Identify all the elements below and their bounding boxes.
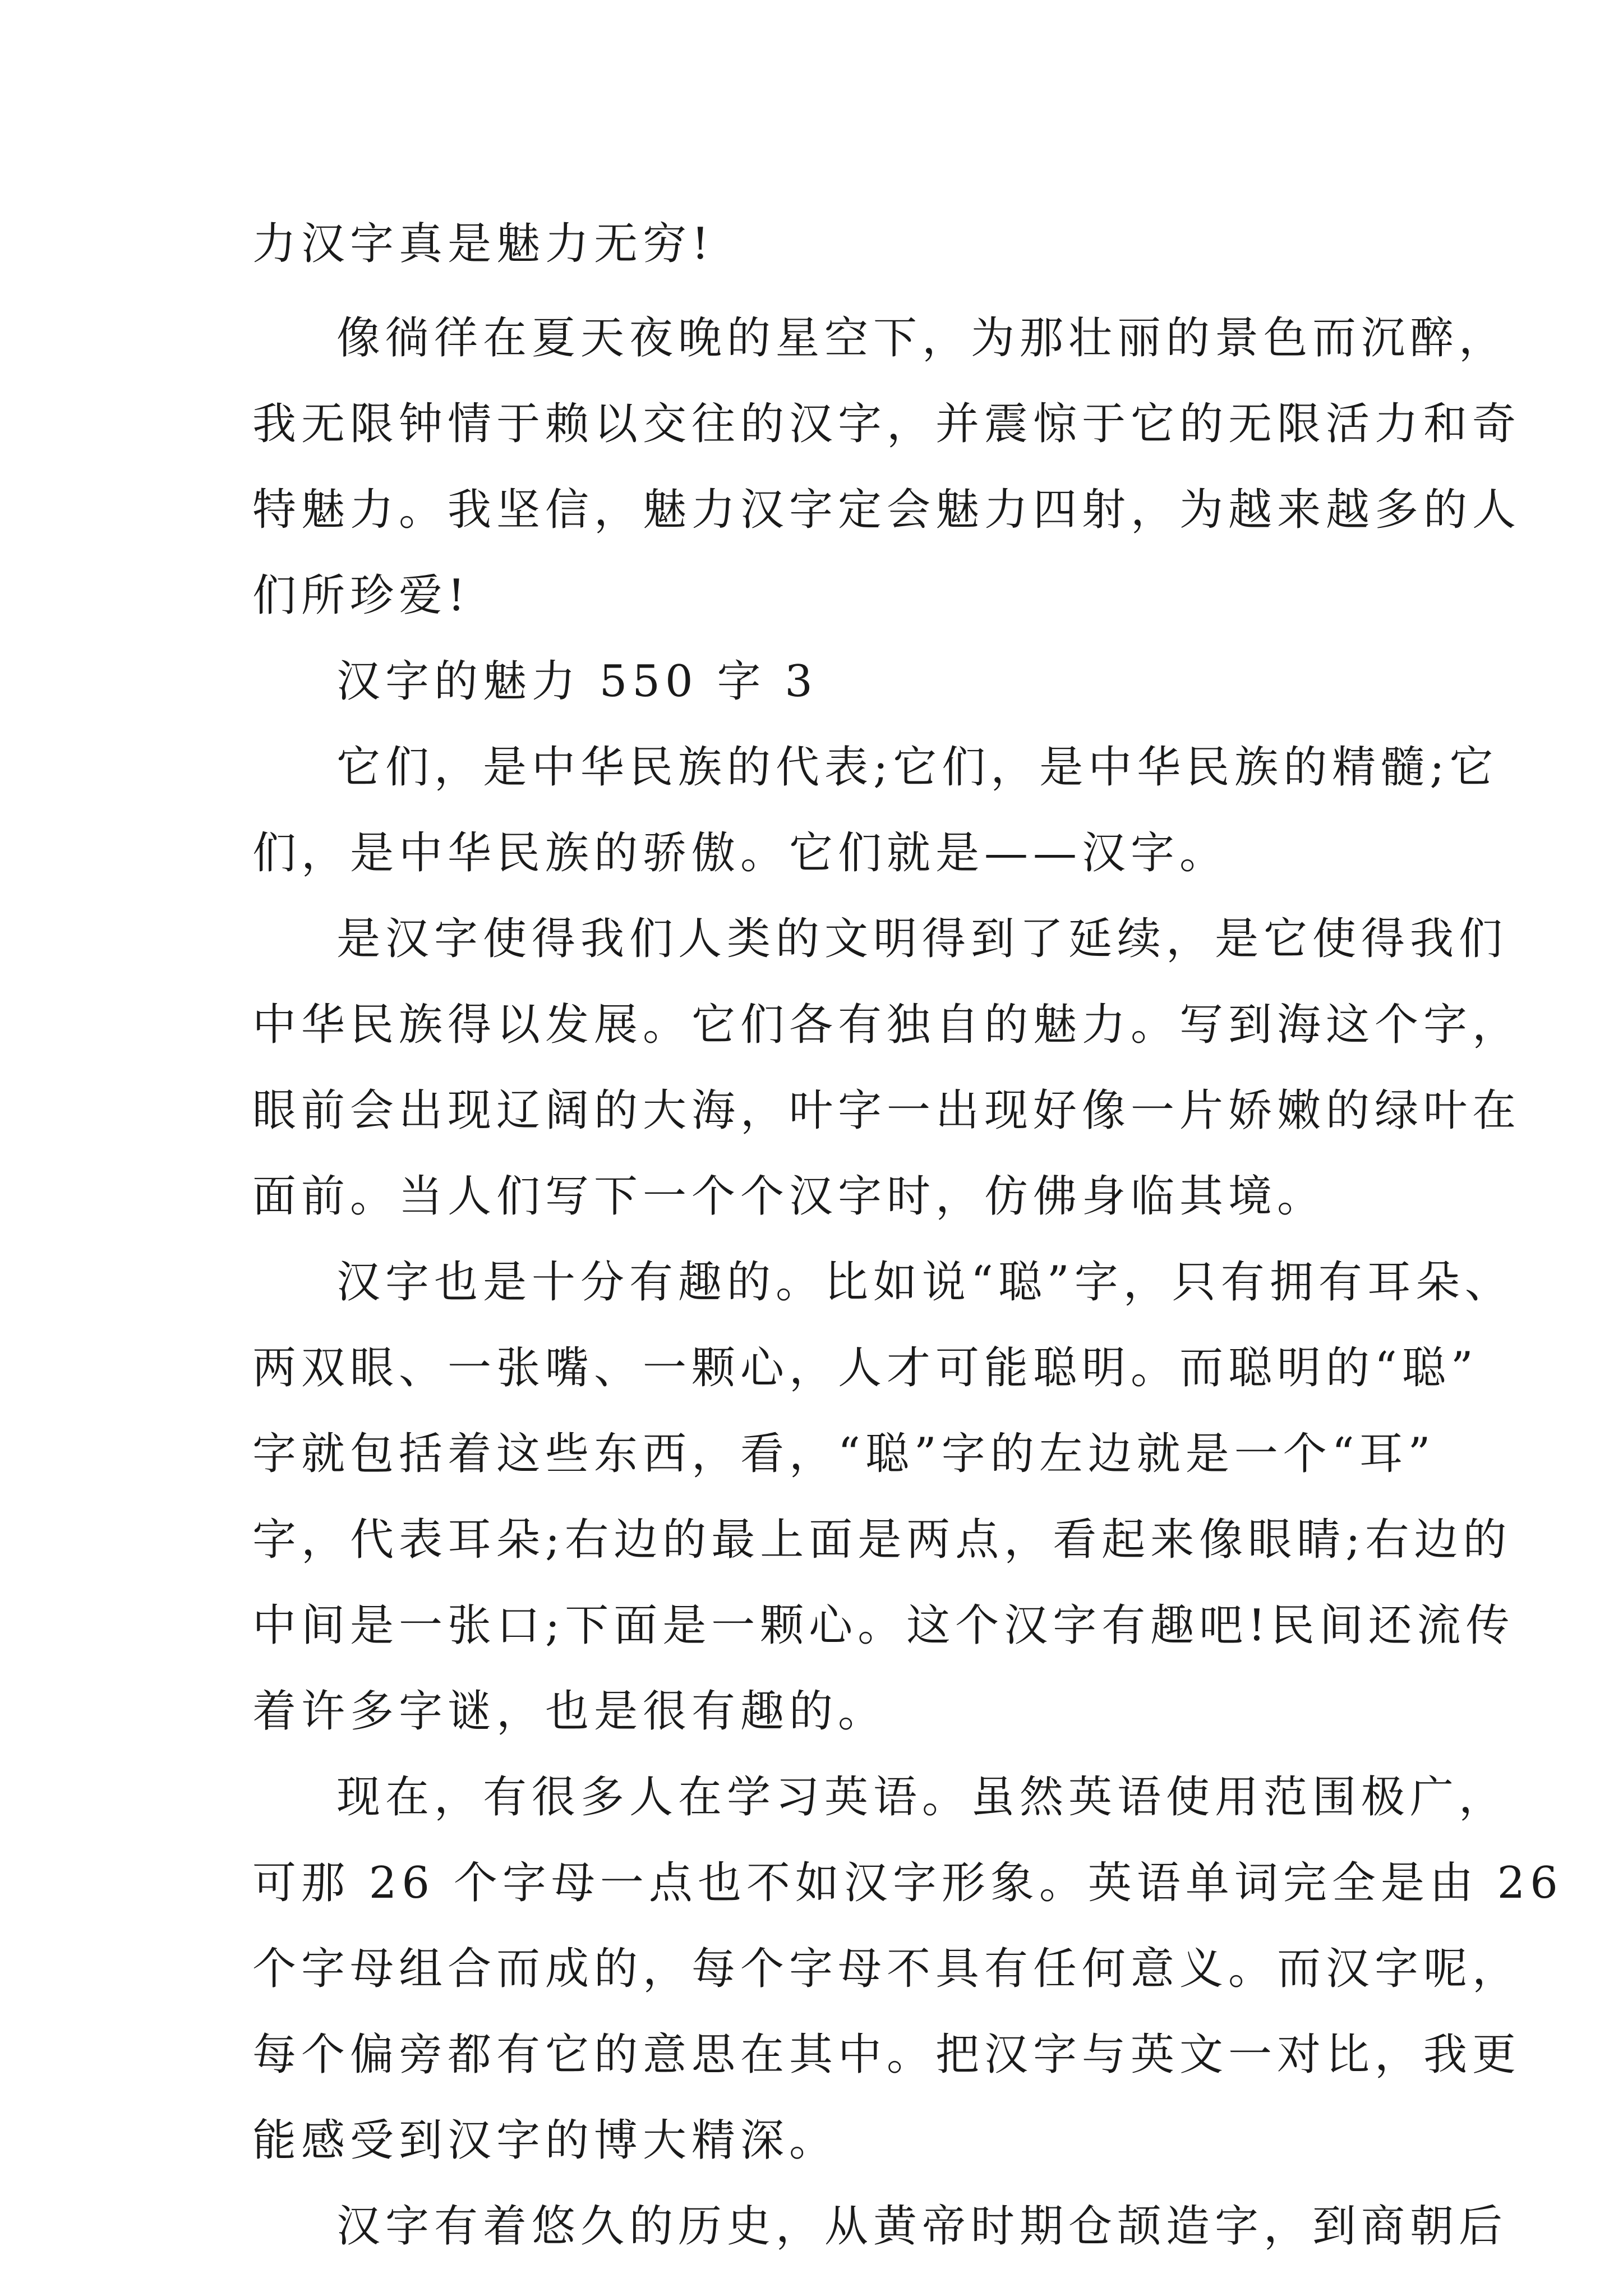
text-line: 力汉字真是魅力无穷! xyxy=(252,219,714,269)
text-line: 着许多字谜，也是很有趣的。 xyxy=(252,1686,887,1737)
text-line: 们，是中华民族的骄傲。它们就是——汉字。 xyxy=(252,828,1229,878)
text-line: 面前。当人们写下一个个汉字时，仿佛身临其境。 xyxy=(252,1171,1326,1222)
paragraph-start: 现在，有很多人在学习英语。虽然英语使用范围极广， xyxy=(336,1772,1508,1823)
paragraph-start: 是汉字使得我们人类的文明得到了延续，是它使得我们 xyxy=(336,914,1508,964)
text-line: 字就包括着这些东西，看，“聪”字的左边就是一个“耳” xyxy=(252,1429,1436,1479)
paragraph-start: 汉字有着悠久的历史，从黄帝时期仓颉造字，到商朝后 xyxy=(336,2201,1508,2252)
text-line: 两双眼、一张嘴、一颗心，人才可能聪明。而聪明的“聪” xyxy=(252,1343,1478,1393)
text-line: 我无限钟情于赖以交往的汉字，并震惊于它的无限活力和奇 xyxy=(252,399,1521,449)
paragraph-start: 它们，是中华民族的代表;它们，是中华民族的精髓;它 xyxy=(336,742,1498,793)
section-heading: 汉字的魅力 550 字 3 xyxy=(336,656,818,707)
text-line: 能感受到汉字的博大精深。 xyxy=(252,2115,838,2166)
text-line: 可那 26 个字母一点也不如汉字形象。英语单词完全是由 26 xyxy=(252,1858,1563,1908)
text-line: 个字母组合而成的，每个字母不具有任何意义。而汉字呢， xyxy=(252,1944,1521,1994)
text-line: 特魅力。我坚信，魅力汉字定会魅力四射，为越来越多的人 xyxy=(252,485,1521,535)
text-line: 中华民族得以发展。它们各有独自的魅力。写到海这个字， xyxy=(252,1000,1521,1050)
paragraph-start: 像徜徉在夏天夜晚的星空下，为那壮丽的景色而沉醉， xyxy=(336,313,1508,364)
text-line: 中间是一张口;下面是一颗心。这个汉字有趣吧!民间还流传 xyxy=(252,1600,1515,1651)
text-line: 眼前会出现辽阔的大海，叶字一出现好像一片娇嫩的绿叶在 xyxy=(252,1085,1521,1136)
paragraph-start: 汉字也是十分有趣的。比如说“聪”字，只有拥有耳朵、 xyxy=(336,1257,1514,1308)
text-line: 们所珍爱! xyxy=(252,570,471,621)
text-line: 每个偏旁都有它的意思在其中。把汉字与英文一对比，我更 xyxy=(252,2030,1521,2080)
text-line: 字，代表耳朵;右边的最上面是两点，看起来像眼睛;右边的 xyxy=(252,1515,1512,1565)
